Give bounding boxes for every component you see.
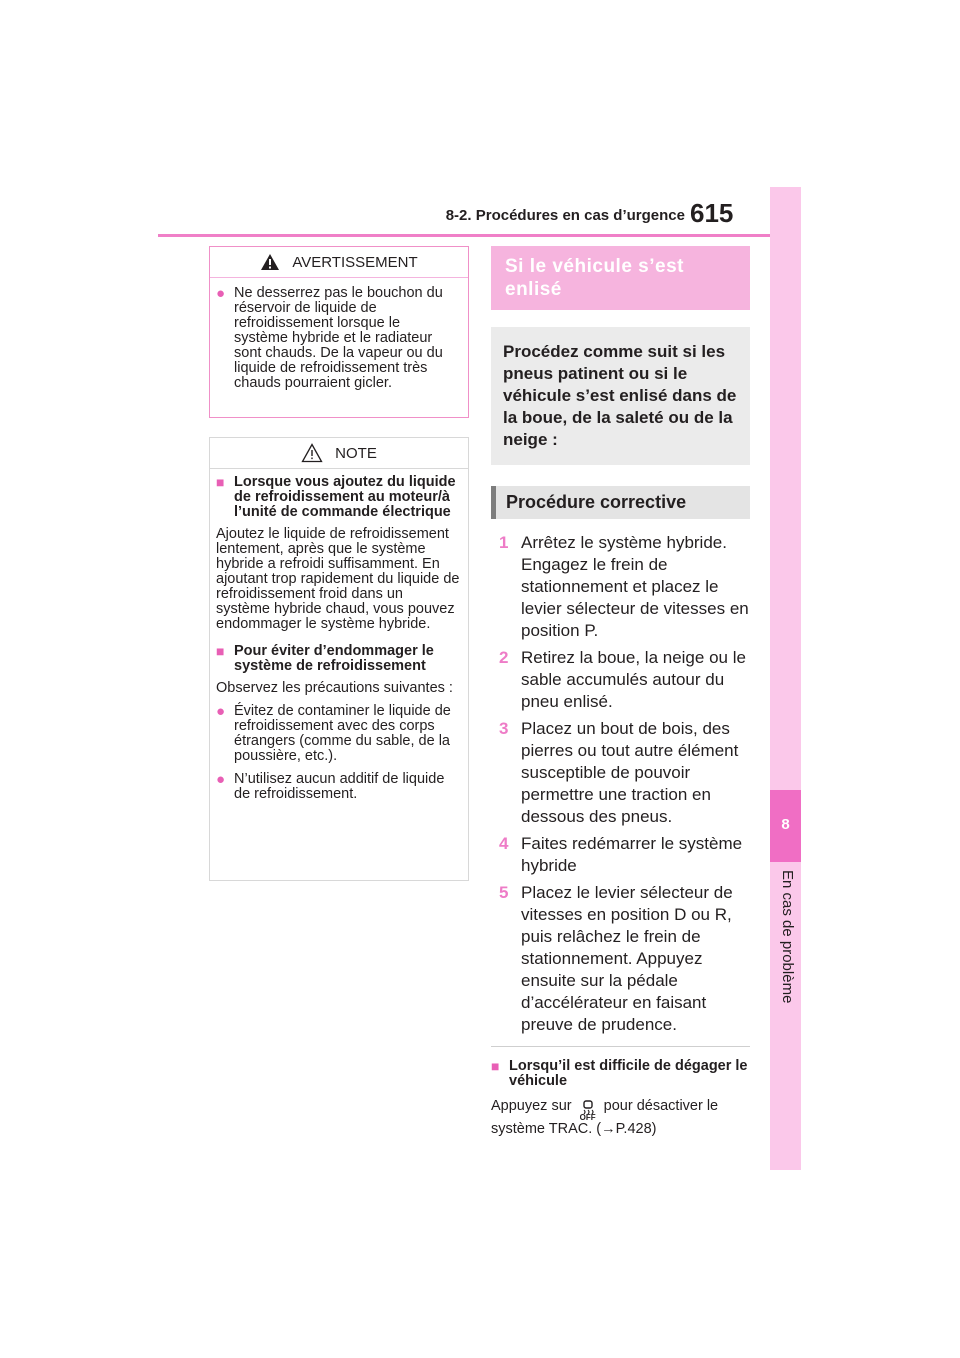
warning-box: [209, 246, 469, 418]
warning-box-header: [210, 247, 468, 278]
bullet-dot-icon: ●: [216, 285, 226, 302]
step-item: [499, 647, 750, 713]
step-number: 4: [499, 834, 509, 853]
note-bullet: [216, 704, 460, 764]
trac-off-icon: [580, 1100, 596, 1122]
step-text: Placez le levier sélecteur de vitesses en position D ou R, puis relâchez le frein de stationnement. Appuyez ensuite sur la pédale d’accélérateur en faisant preuve de prudence.: [521, 883, 733, 1034]
note-section1-heading-text: Lorsque vous ajoutez du liquide de refroidissement au moteur/à l’unité de commande électrique: [234, 474, 456, 520]
tip-heading-text: Lorsqu’il est difficile de dégager le véhicule: [509, 1058, 748, 1089]
note-section2-heading-text: Pour éviter d’endommager le système de refroidissement: [234, 643, 434, 674]
section-title: 8-2. Procédures en cas d’urgence: [445, 207, 685, 224]
step-item: [499, 532, 750, 642]
chapter-title-text: En cas de problème: [779, 870, 796, 1004]
trac-off-label: OFF: [579, 1113, 596, 1122]
step-number: 1: [499, 533, 509, 552]
step-text: Placez un bout de bois, des pierres ou tout autre élément susceptible de pouvoir permettre une traction en dessous des pneus.: [521, 719, 739, 826]
step-text: Faites redémarrer le système hybride: [521, 834, 743, 875]
warning-triangle-icon: [260, 253, 280, 271]
note-bullet-text: N’utilisez aucun additif de liquide de refroidissement.: [234, 771, 445, 802]
bullet-dot-icon: ●: [216, 771, 226, 788]
chapter-number: 8: [781, 816, 790, 833]
intro-box: Procédez comme suit si les pneus patinent ou si le véhicule s’est enlisé dans de la boue, de la saleté ou de la neige :: [491, 327, 750, 465]
note-section2-body: Observez les précautions suivantes :: [216, 680, 453, 696]
caution-triangle-icon: [301, 443, 323, 463]
note-section1-heading: [216, 475, 460, 520]
note-section1-body: Ajoutez le liquide de refroidissement lentement, après que le système hybride a refroidi suffisamment. En ajoutant trop rapidement du liquide de refroidissement froid dans un système hybride chaud, vous pouvez endommager le système hybride.: [216, 526, 460, 632]
tip-text-after: pour désactiver le système TRAC. (→P.428): [491, 1098, 719, 1137]
divider: [491, 1046, 750, 1047]
step-number: 5: [499, 883, 509, 902]
square-bullet-icon: ■: [216, 643, 225, 659]
skid-car-icon: [581, 1100, 595, 1114]
right-column: [491, 246, 750, 1137]
step-number: 2: [499, 648, 509, 667]
page-number: 615: [690, 198, 734, 228]
section-heading: Si le véhicule s’est enlisé: [491, 246, 750, 310]
warning-text: Ne desserrez pas le bouchon du réservoir de liquide de refroidissement lorsque le système hybride et le radiateur sont chauds. De la vapeur ou du liquide de refroidissement très chauds pourraient gicler.: [234, 285, 443, 391]
tip-heading: [491, 1059, 750, 1089]
header-rule: [158, 234, 770, 237]
tip-text-before: Appuyez sur: [491, 1098, 572, 1114]
chapter-title: [770, 870, 801, 1030]
tip-body: [491, 1099, 750, 1137]
warning-title: AVERTISSEMENT: [292, 253, 418, 271]
step-item: [499, 718, 750, 828]
steps-list: [491, 532, 750, 1036]
step-number: 3: [499, 719, 509, 738]
bullet-dot-icon: ●: [216, 703, 226, 720]
step-text: Retirez la boue, la neige ou le sable accumulés autour du pneu enlisé.: [521, 648, 746, 711]
warning-item: [210, 278, 468, 391]
step-item: [499, 833, 750, 877]
note-box: [209, 437, 469, 881]
note-bullet: [216, 772, 460, 802]
square-bullet-icon: ■: [216, 474, 225, 490]
note-title: NOTE: [335, 444, 377, 462]
step-text: Arrêtez le système hybride. Engagez le frein de stationnement et placez le levier sélecteur de vitesses en position P.: [521, 533, 749, 640]
square-bullet-icon: ■: [491, 1058, 500, 1074]
step-item: [499, 882, 750, 1036]
note-bullet-text: Évitez de contaminer le liquide de refroidissement avec des corps étrangers (comme du sable, de la poussière, etc.).: [234, 703, 451, 764]
note-box-header: [210, 438, 468, 469]
note-section2-heading: [216, 644, 460, 674]
procedure-subheading: Procédure corrective: [491, 486, 750, 519]
